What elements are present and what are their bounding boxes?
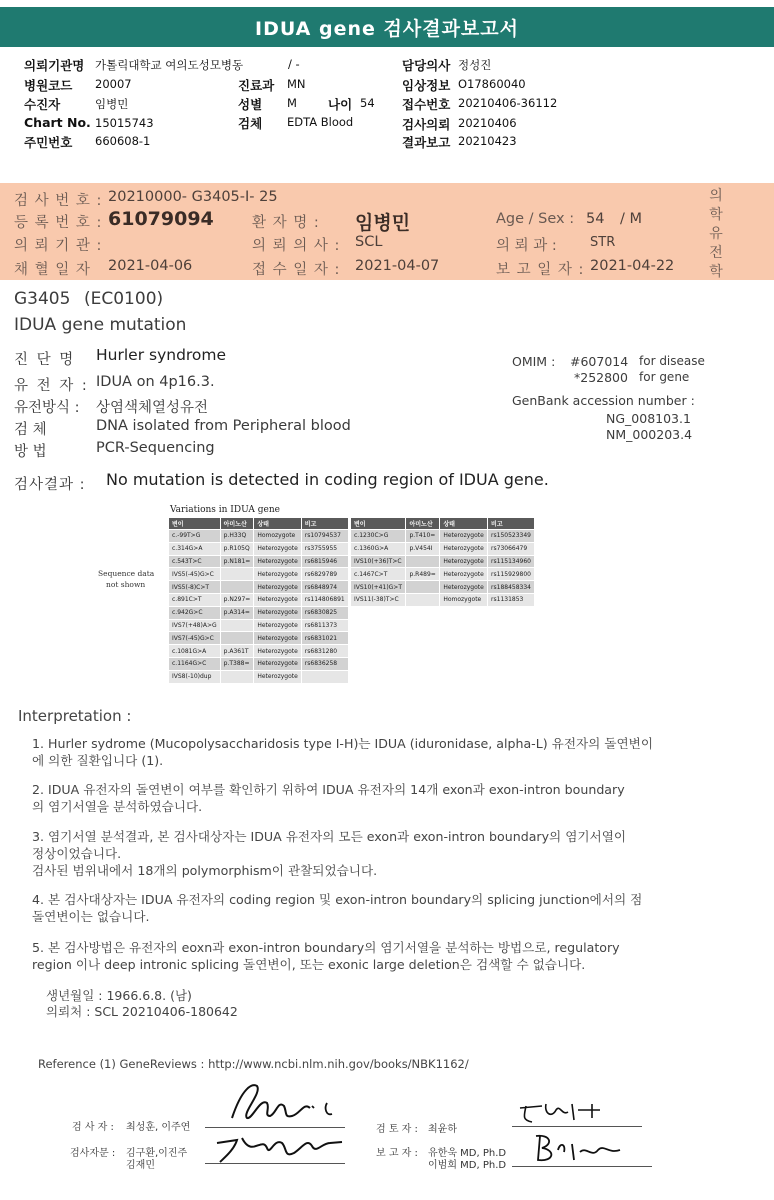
inheritance-label: 유전방식 : — [14, 400, 80, 416]
reviewer: 최윤하 — [428, 1124, 457, 1135]
table-row — [169, 657, 349, 670]
table-cell: c.314G>A — [169, 542, 221, 555]
test-name: IDUA gene mutation — [14, 315, 187, 335]
hdr-label: 수진자 — [24, 97, 61, 112]
table-cell: p.H33Q — [220, 530, 254, 543]
omim-gene-desc: for gene — [639, 370, 690, 384]
vertical-char: 학 — [709, 207, 723, 223]
col-header: 상태 — [254, 518, 301, 530]
table-cell: Heterozygote — [254, 632, 301, 645]
table-row — [169, 645, 349, 658]
hdr-value: 660608-1 — [95, 134, 151, 148]
hdr-label: 검체 — [238, 116, 263, 131]
inheritance-value: 상염색체열성유전 — [96, 400, 209, 416]
table-cell: c.543T>C — [169, 555, 221, 568]
hdr-label: 의뢰기관명 — [24, 58, 85, 73]
diagnosis-value: Hurler syndrome — [96, 346, 227, 364]
sequence-note: not shown — [106, 580, 146, 589]
table-cell — [220, 619, 254, 632]
interp-line: 4. 본 검사대상자는 IDUA 유전자의 coding region 및 exon-intron boundary의 splicing junction에서의 점 — [32, 892, 643, 907]
table-cell: IVS8(-10)dup — [169, 670, 221, 683]
table-cell: rs6848974 — [301, 581, 348, 594]
table-row — [169, 632, 349, 645]
gene-label: 유 전 자 : — [14, 378, 89, 394]
examiner-label: 검 사 자 : — [72, 1122, 114, 1133]
table-row — [169, 670, 349, 683]
interp-item-3 — [32, 828, 626, 879]
reporter-signature — [530, 1130, 630, 1170]
hdr-value: 54 — [360, 96, 375, 110]
table-cell: Heterozygote — [254, 568, 301, 581]
age: 54 — [586, 211, 605, 227]
table-cell — [220, 632, 254, 645]
hdr-label: 나이 — [328, 97, 353, 112]
table-cell: rs6830825 — [301, 606, 348, 619]
hdr-label: 임상정보 — [402, 78, 451, 93]
hdr-value: M — [287, 96, 297, 110]
hdr-label: 성별 — [238, 97, 263, 112]
agesex-label: Age / Sex : — [496, 211, 575, 227]
omim-label: OMIM : — [512, 354, 556, 369]
col-header: 변이 — [169, 518, 221, 530]
table-cell: p.A314= — [220, 606, 254, 619]
table-row — [169, 555, 349, 568]
table-cell: p.T410= — [406, 530, 440, 543]
req-dept: STR — [590, 235, 616, 250]
table-cell: rs3755955 — [301, 542, 348, 555]
table-cell: Heterozygote — [440, 568, 488, 581]
hdr-value: EDTA Blood — [287, 115, 354, 129]
result-text: No mutation is detected in coding region of IDUA gene. — [106, 470, 549, 489]
table-cell: IVS7(+48)A>G — [169, 619, 221, 632]
table-cell: p.A361T — [220, 645, 254, 658]
table-cell: Heterozygote — [254, 581, 301, 594]
table-cell: c.1164G>C — [169, 657, 221, 670]
interp-line: 3. 염기서열 분석결과, 본 검사대상자는 IDUA 유전자의 모든 exon과 exon-intron boundary의 염기서열이 — [32, 829, 627, 844]
referrer: 의뢰처 : SCL 20210406-180642 — [46, 1004, 238, 1019]
table-cell: IVS5(-8)C>T — [169, 581, 221, 594]
table-cell: IVS11(-38)T>C — [351, 593, 406, 606]
table-cell — [406, 555, 440, 568]
table-row — [351, 555, 535, 568]
patient-info-panel — [0, 183, 774, 280]
patient-label: 환 자 명 : — [252, 215, 320, 231]
col-header: 아미노산 — [406, 518, 440, 530]
advisor-signature — [212, 1128, 352, 1168]
collect-date: 2021-04-06 — [108, 258, 193, 274]
interp-item-1 — [32, 735, 653, 769]
vertical-char: 의 — [709, 188, 723, 204]
interp-line: region 이나 deep intronic splicing 돌연변이, 또는 exonic large deletion은 검색할 수 없습니다. — [32, 957, 586, 972]
table-cell: p.T388= — [220, 657, 254, 670]
table-row — [351, 542, 535, 555]
hdr-label: 접수번호 — [402, 97, 451, 112]
col-header: 변이 — [351, 518, 406, 530]
hdr-value: O17860040 — [458, 77, 526, 91]
report-title: IDUA gene 검사결과보고서 — [0, 7, 774, 47]
test-code: G3405 — [14, 289, 71, 309]
table-cell: p.N181= — [220, 555, 254, 568]
table-cell: c.891C>T — [169, 593, 221, 606]
exam-no-label: 검 사 번 호 : — [14, 193, 103, 209]
table-cell: Heterozygote — [254, 593, 301, 606]
interp-line: 1. Hurler sydrome (Mucopolysaccharidosis type I-H)는 IDUA (iduronidase, alpha-L) 유전자의 돌연변이 — [32, 736, 653, 751]
receive-date: 2021-04-07 — [355, 258, 440, 274]
gene-value: IDUA on 4p16.3. — [96, 374, 215, 390]
table-cell: rs6836258 — [301, 657, 348, 670]
reporter-label: 보 고 자 : — [376, 1148, 418, 1159]
reg-no: 61079094 — [108, 208, 214, 230]
table-row — [169, 542, 349, 555]
omim-disease: #607014 — [570, 354, 629, 369]
genbank-acc-2: NM_000203.4 — [606, 427, 693, 442]
signature-line — [205, 1163, 345, 1164]
reviewer-signature — [512, 1098, 612, 1128]
table-cell: rs114806891 — [301, 593, 348, 606]
table-cell: rs73066479 — [488, 542, 535, 555]
genbank-acc-1: NG_008103.1 — [606, 411, 691, 426]
genbank-label: GenBank accession number : — [512, 393, 695, 408]
hdr-value: 20210406-36112 — [458, 96, 558, 110]
signature-line — [512, 1126, 642, 1127]
req-doc-label: 의 뢰 의 사 : — [252, 238, 341, 254]
table-cell — [406, 593, 440, 606]
table-cell: Heterozygote — [440, 555, 488, 568]
interp-line: 2. IDUA 유전자의 돌연변이 여부를 확인하기 위하여 IDUA 유전자의 14개 exon과 exon-intron boundary — [32, 782, 625, 797]
interp-line: 돌연변이는 없습니다. — [32, 909, 150, 924]
col-header: 아미노산 — [220, 518, 254, 530]
exam-no: 20210000- G3405-I- 25 — [108, 189, 278, 205]
table-cell: Heterozygote — [440, 542, 488, 555]
hdr-value: 가톨릭대학교 여의도성모병동 — [95, 58, 244, 72]
table-cell: Heterozygote — [254, 657, 301, 670]
specimen-value: DNA isolated from Peripheral blood — [96, 418, 351, 434]
examiner: 최성훈, 이주연 — [126, 1122, 191, 1133]
table-row — [351, 530, 535, 543]
signature-line — [512, 1166, 652, 1167]
table-cell — [406, 581, 440, 594]
hdr-value: 20007 — [95, 77, 132, 91]
interpretation-title: Interpretation : — [18, 707, 132, 725]
table-cell: rs6829789 — [301, 568, 348, 581]
table-cell: IVS10(+36)T>C — [351, 555, 406, 568]
table-cell: Heterozygote — [254, 606, 301, 619]
hdr-value: 20210406 — [458, 116, 517, 130]
table-cell: Heterozygote — [440, 530, 488, 543]
table-cell: Homozygote — [440, 593, 488, 606]
interp-item-5 — [32, 939, 620, 973]
interp-line: 의 염기서열을 분석하였습니다. — [32, 799, 203, 814]
patient-name: 임병민 — [355, 212, 411, 234]
table-cell: rs188458334 — [488, 581, 535, 594]
table-cell: Heterozygote — [254, 670, 301, 683]
reporter-1: 유한욱 MD, Ph.D — [428, 1148, 507, 1159]
birth-date: 생년월일 : 1966.6.8. (남) — [46, 988, 192, 1003]
sex: / M — [620, 211, 643, 227]
variations-table-right — [350, 517, 535, 607]
req-doc: SCL — [355, 234, 383, 250]
table-cell: c.1230C>G — [351, 530, 406, 543]
hdr-label: 담당의사 — [402, 58, 451, 73]
reporter-2: 이범희 MD, Ph.D — [428, 1160, 507, 1171]
table-row — [351, 568, 535, 581]
interp-line: 검사된 범위내에서 18개의 polymorphism이 관찰되었습니다. — [32, 863, 378, 878]
table-cell — [301, 670, 348, 683]
table-cell: rs115929800 — [488, 568, 535, 581]
vertical-dept-label — [706, 187, 726, 282]
hdr-value: 20210423 — [458, 134, 517, 148]
hdr-label: Chart No. — [24, 115, 91, 130]
receive-label: 접 수 일 자 : — [252, 262, 341, 278]
table-cell: c.1360G>A — [351, 542, 406, 555]
reg-no-label: 등 록 번 호 : — [14, 215, 103, 231]
table-cell — [220, 581, 254, 594]
table-row — [351, 593, 535, 606]
method-value: PCR-Sequencing — [96, 440, 215, 456]
table-cell: c.942G>C — [169, 606, 221, 619]
vertical-char: 전 — [709, 245, 723, 261]
hdr-value: 정성진 — [458, 58, 492, 72]
hdr-value: 임병민 — [95, 97, 129, 111]
advisor-2: 김재민 — [126, 1160, 155, 1171]
table-cell: IVS10(+41)G>T — [351, 581, 406, 594]
hdr-value: MN — [287, 77, 306, 91]
method-label: 방 법 — [14, 444, 47, 460]
table-cell: Heterozygote — [254, 542, 301, 555]
table-row — [169, 606, 349, 619]
specimen-label: 검 체 — [14, 422, 47, 438]
table-cell: Heterozygote — [254, 555, 301, 568]
table-cell: p.N297= — [220, 593, 254, 606]
table-cell: rs1131853 — [488, 593, 535, 606]
hdr-label: 결과보고 — [402, 135, 451, 150]
advisor-label: 검사자문 : — [70, 1148, 116, 1159]
table-cell: rs6831021 — [301, 632, 348, 645]
collect-label: 채 혈 일 자 — [14, 262, 91, 278]
table-cell: IVS7(-45)G>C — [169, 632, 221, 645]
table-cell — [220, 568, 254, 581]
reviewer-label: 검 토 자 : — [376, 1124, 418, 1135]
table-row — [169, 593, 349, 606]
table-cell: p.V454I — [406, 542, 440, 555]
req-org-label: 의 뢰 기 관 : — [14, 238, 103, 254]
table-cell: rs6815946 — [301, 555, 348, 568]
hdr-value: / - — [288, 57, 300, 71]
diagnosis-label: 진 단 명 — [14, 352, 76, 368]
hdr-value: 15015743 — [95, 116, 154, 130]
table-cell: c.1467C>T — [351, 568, 406, 581]
interp-item-2 — [32, 781, 625, 815]
report-label: 보 고 일 자 : — [496, 262, 585, 278]
table-cell: c.1081G>A — [169, 645, 221, 658]
hdr-label: 검사의뢰 — [402, 117, 451, 132]
table-cell: IVS5(-45)G>C — [169, 568, 221, 581]
table-cell — [220, 670, 254, 683]
table-cell: rs6831280 — [301, 645, 348, 658]
sequence-note: Sequence data — [98, 569, 155, 578]
table-row — [169, 530, 349, 543]
table-cell: Heterozygote — [254, 645, 301, 658]
advisor-1: 김구환,이진주 — [126, 1148, 188, 1159]
omim-gene: *252800 — [574, 370, 628, 385]
table-row — [351, 581, 535, 594]
req-dept-label: 의 뢰 과 : — [496, 238, 557, 254]
vertical-char: 유 — [709, 226, 723, 242]
hdr-label: 진료과 — [238, 78, 275, 93]
table-cell: p.R105Q — [220, 542, 254, 555]
table-cell: rs6811373 — [301, 619, 348, 632]
table-cell: c.-99T>G — [169, 530, 221, 543]
interp-line: 5. 본 검사방법은 유전자의 eoxn과 exon-intron boundary의 염기서열을 분석하는 방법으로, regulatory — [32, 940, 620, 955]
reference: Reference (1) GeneReviews : http://www.ncbi.nlm.nih.gov/books/NBK1162/ — [38, 1057, 469, 1071]
vertical-char: 학 — [709, 264, 723, 280]
interp-item-4 — [32, 891, 642, 925]
table-cell: Homozygote — [254, 530, 301, 543]
col-header: 상태 — [440, 518, 488, 530]
table-row — [169, 619, 349, 632]
examiner-signature — [212, 1078, 352, 1128]
table-cell: rs10794537 — [301, 530, 348, 543]
table-cell: rs115134960 — [488, 555, 535, 568]
hdr-label: 주민번호 — [24, 135, 73, 150]
table-row — [169, 568, 349, 581]
test-code-2: (EC0100) — [84, 289, 164, 309]
table-row — [169, 581, 349, 594]
result-label: 검사결과 : — [14, 477, 86, 493]
table-cell: Heterozygote — [254, 619, 301, 632]
col-header: 비고 — [488, 518, 535, 530]
interp-line: 에 의한 질환입니다 (1). — [32, 753, 164, 768]
col-header: 비고 — [301, 518, 348, 530]
table-cell: Heterozygote — [440, 581, 488, 594]
interp-line: 정상이었습니다. — [32, 846, 122, 861]
variations-table-left — [168, 517, 349, 684]
table-cell: rs150523349 — [488, 530, 535, 543]
variations-title: Variations in IDUA gene — [170, 505, 280, 515]
table-cell: p.R489= — [406, 568, 440, 581]
hdr-label: 병원코드 — [24, 78, 73, 93]
omim-disease-desc: for disease — [639, 354, 705, 368]
report-date: 2021-04-22 — [590, 258, 675, 274]
